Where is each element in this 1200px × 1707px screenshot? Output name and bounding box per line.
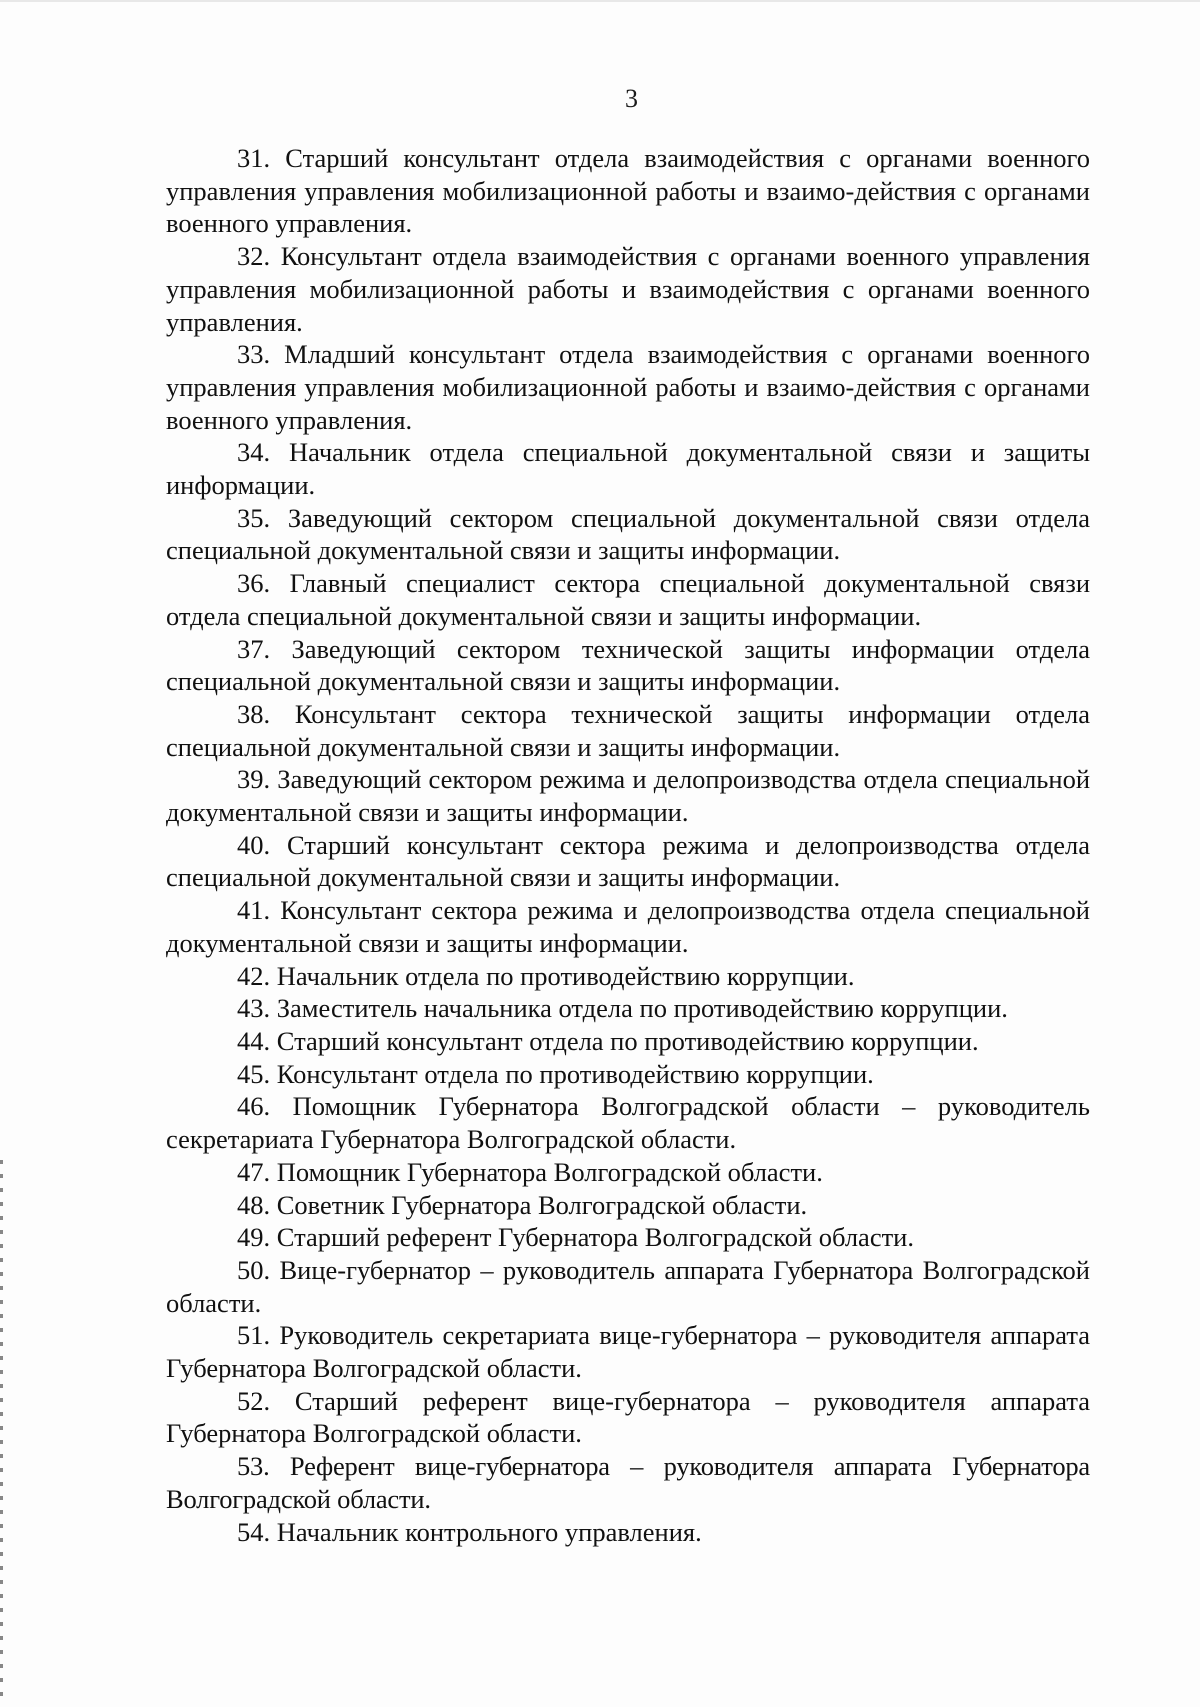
list-item: 43. Заместитель начальника отдела по противодействию коррупции. bbox=[237, 993, 1008, 1024]
list-item: 46. Помощник Губернатора Волгоградской области – руководитель секретариата Губернатора Волгоградской области. bbox=[166, 1091, 1090, 1155]
list-item: 51. Руководитель секретариата вице-губернатора – руководителя аппарата Губернатора Волгоградской области. bbox=[166, 1320, 1090, 1384]
list-item: 54. Начальник контрольного управления. bbox=[237, 1516, 702, 1547]
list-item: 44. Старший консультант отдела по противодействию коррупции. bbox=[237, 1025, 979, 1056]
list-item: 38. Консультант сектора технической защиты информации отдела специальной документальной связи и защиты информации. bbox=[166, 698, 1090, 762]
list-item: 35. Заведующий сектором специальной документальной связи отдела специальной документальной связи и защиты информации. bbox=[166, 502, 1090, 566]
list-item: 47. Помощник Губернатора Волгоградской области. bbox=[237, 1156, 823, 1187]
scan-edge-top bbox=[0, 0, 1200, 2]
list-item: 39. Заведующий сектором режима и делопроизводства отдела специальной документальной связи и защиты информации. bbox=[166, 764, 1090, 828]
list-item: 41. Консультант сектора режима и делопроизводства отдела специальной документальной связи и защиты информации. bbox=[166, 895, 1090, 958]
list-item: 49. Старший референт Губернатора Волгоградской области. bbox=[237, 1222, 914, 1253]
list-item: 52. Старший референт вице-губернатора – руководителя аппарата Губернатора Волгоградской области. bbox=[166, 1385, 1090, 1449]
list-item: 31. Старший консультант отдела взаимодействия с органами военного управления управления мобилизационной работы и взаимо-действия с органами военного управления. bbox=[166, 143, 1090, 239]
list-item: 40. Старший консультант сектора режима и делопроизводства отдела специальной документальной связи и защиты информации. bbox=[166, 829, 1090, 893]
page-number: 3 bbox=[625, 84, 638, 113]
list-item: 50. Вице-губернатор – руководитель аппарата Губернатора Волгоградской области. bbox=[166, 1254, 1090, 1318]
list-item: 33. Младший консультант отдела взаимодействия с органами военного управления управления мобилизационной работы и взаимо-действия с органами военного управления. bbox=[166, 339, 1090, 435]
list-item: 48. Советник Губернатора Волгоградской области. bbox=[237, 1189, 808, 1220]
list-item: 53. Референт вице-губернатора – руководителя аппарата Губернатора Волгоградской области. bbox=[166, 1451, 1090, 1514]
list-item: 32. Консультант отдела взаимодействия с органами военного управления управления мобилизационной работы и взаимодействия с органами военного управления. bbox=[166, 241, 1090, 337]
list-item: 45. Консультант отдела по противодействию коррупции. bbox=[237, 1058, 874, 1089]
list-item: 37. Заведующий сектором технической защиты информации отдела специальной документальной связи и защиты информации. bbox=[166, 633, 1090, 697]
position-list bbox=[166, 142, 1090, 1548]
list-item: 34. Начальник отдела специальной документальной связи и защиты информации. bbox=[166, 437, 1090, 501]
list-item: 42. Начальник отдела по противодействию коррупции. bbox=[237, 960, 855, 991]
list-item: 36. Главный специалист сектора специальной документальной связи отдела специальной документальной связи и защиты информации. bbox=[166, 568, 1090, 631]
scan-edge-left bbox=[0, 1160, 3, 1700]
